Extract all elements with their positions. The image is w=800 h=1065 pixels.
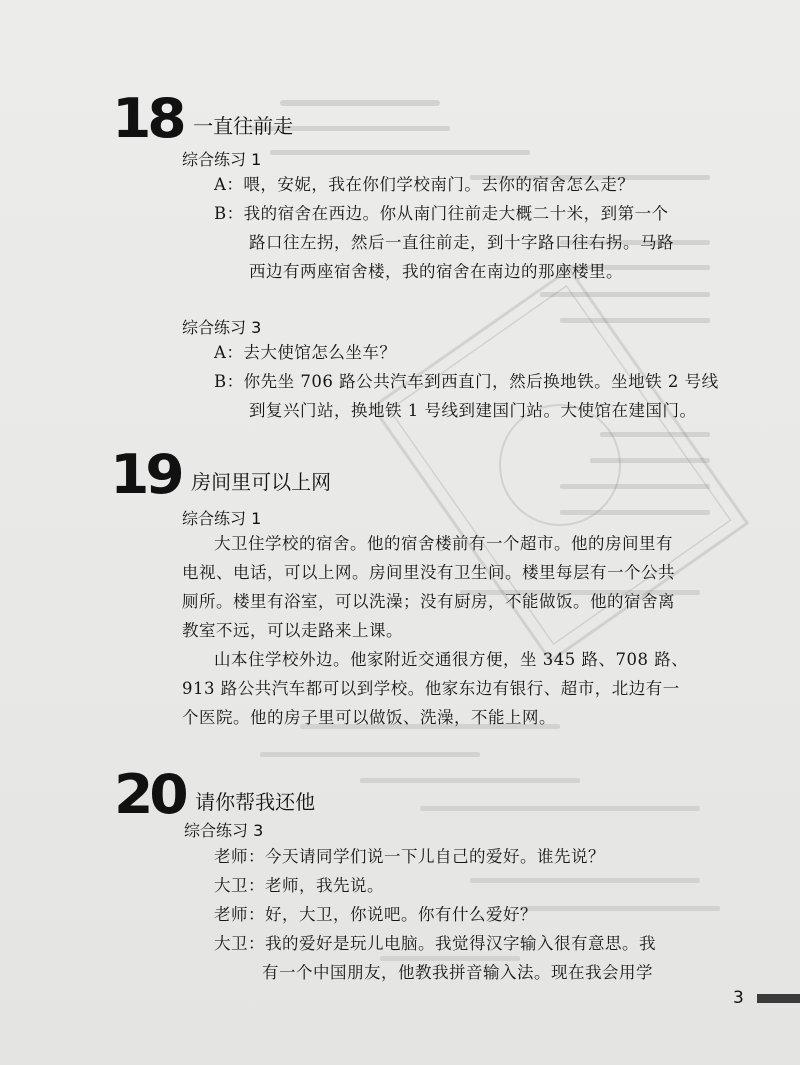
lesson-header-18	[112, 87, 294, 150]
lesson-header-20	[114, 763, 316, 826]
text-line: 913 路公共汽车都可以到学校。他家东边有银行、超市，北边有一	[182, 679, 680, 698]
text-line: 路口往左拐，然后一直往前走，到十字路口往右拐。马路	[249, 233, 674, 252]
lesson-title: 房间里可以上网	[191, 469, 332, 494]
exercise-label: 综合练习 1	[182, 150, 262, 169]
text-line: 老师：今天请同学们说一下儿自己的爱好。谁先说？	[214, 847, 605, 866]
lesson-number: 18	[112, 87, 183, 150]
text-line: 大卫：老师，我先说。	[214, 876, 384, 895]
exercise-label: 综合练习 1	[182, 509, 262, 528]
text-line: 教室不远，可以走路来上课。	[182, 621, 403, 640]
text-line: 厕所。楼里有浴室，可以洗澡；没有厨房，不能做饭。他的宿舍离	[182, 592, 675, 611]
text-line: A：去大使馆怎么坐车？	[214, 343, 397, 362]
lesson-title: 一直往前走	[193, 113, 294, 138]
text-line: 山本住学校外边。他家附近交通很方便，坐 345 路、708 路、	[214, 650, 689, 669]
text-line: 西边有两座宿舍楼，我的宿舍在南边的那座楼里。	[249, 262, 623, 281]
text-line: B：我的宿舍在西边。你从南门往前走大概二十米，到第一个	[214, 204, 669, 223]
lesson-header-19	[110, 443, 332, 506]
text-line: 大卫住学校的宿舍。他的宿舍楼前有一个超市。他的房间里有	[214, 534, 673, 553]
text-line: 有一个中国朋友，他教我拼音输入法。现在我会用学	[262, 963, 653, 982]
text-line: 大卫：我的爱好是玩儿电脑。我觉得汉字输入很有意思。我	[214, 934, 656, 953]
exercise-label: 综合练习 3	[184, 821, 264, 840]
lesson-title: 请你帮我还他	[195, 789, 316, 814]
text-line: 个医院。他的房子里可以做饭、洗澡，不能上网。	[182, 708, 556, 727]
exercise-label: 综合练习 3	[182, 318, 262, 337]
lesson-number: 20	[114, 763, 185, 826]
text-line: A：喂，安妮，我在你们学校南门。去你的宿舍怎么走？	[214, 175, 635, 194]
text-line: 电视、电话，可以上网。房间里没有卫生间。楼里每层有一个公共	[182, 563, 675, 582]
page-number-bar	[757, 994, 800, 1003]
page-number: 3	[733, 988, 744, 1008]
text-line: 老师：好，大卫，你说吧。你有什么爱好？	[214, 905, 537, 924]
text-line: 到复兴门站，换地铁 1 号线到建国门站。大使馆在建国门。	[249, 401, 697, 420]
lesson-number: 19	[110, 443, 181, 506]
text-line: B：你先坐 706 路公共汽车到西直门，然后换地铁。坐地铁 2 号线	[214, 372, 719, 391]
